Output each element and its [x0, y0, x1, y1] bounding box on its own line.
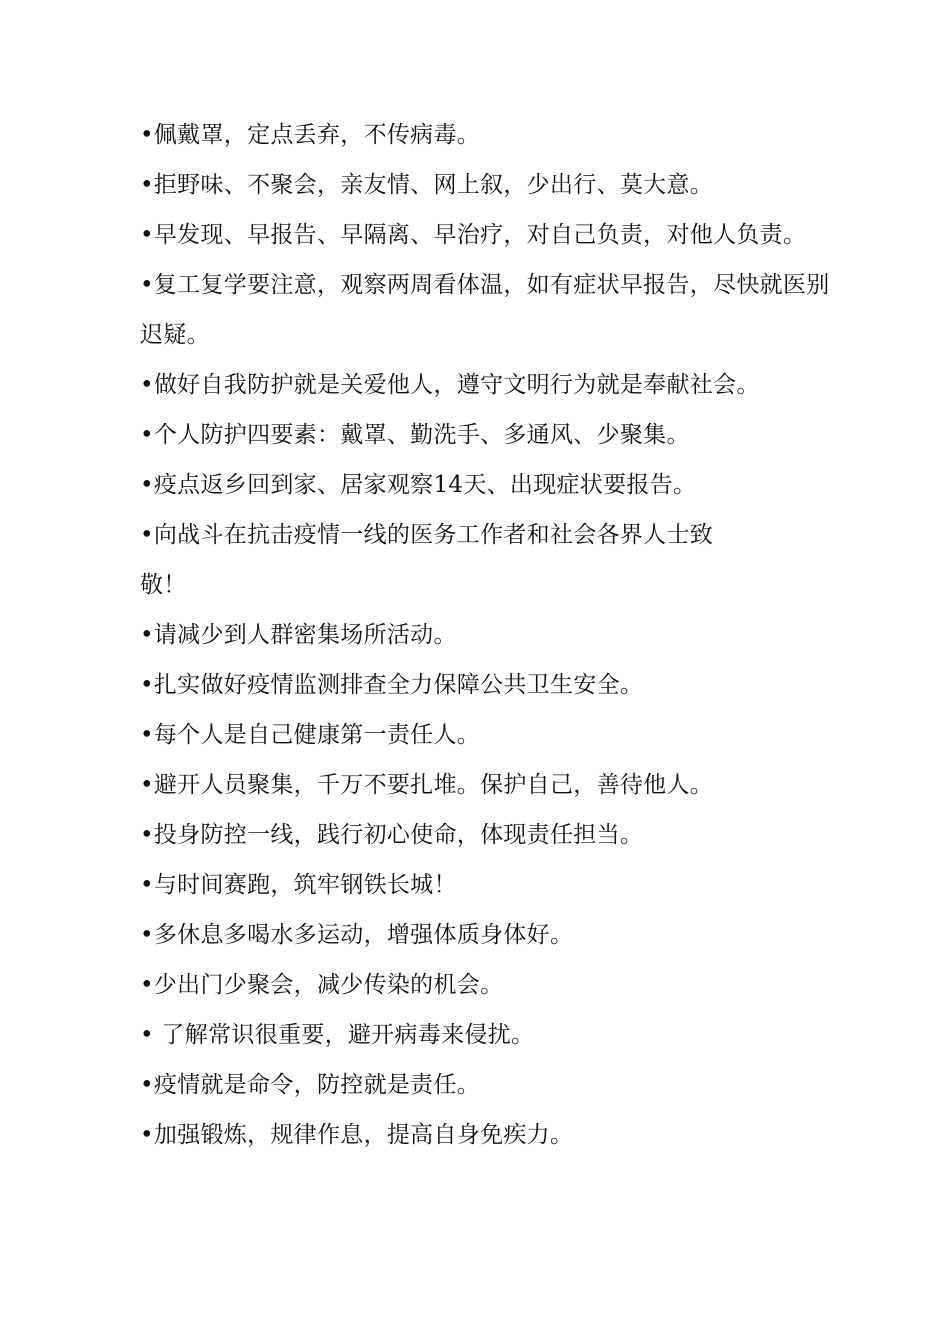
slogan-list	[140, 110, 830, 1160]
list-item: •向战斗在抗击疫情一线的医务工作者和社会各界人士致敬！	[140, 522, 714, 598]
list-item: •请减少到人群密集场所活动。	[140, 622, 457, 648]
list-item: •复工复学要注意，观察两周看体温，如有症状早报告，尽快就医别迟疑。	[140, 272, 830, 348]
list-item: •每个人是自己健康第一责任人。	[140, 722, 481, 748]
list-item: •个人防护四要素：戴罩、勤洗手、多通风、少聚集。	[140, 422, 690, 448]
list-item: •避开人员聚集，千万不要扎堆。保护自己，善待他人。	[140, 772, 714, 798]
list-item: •做好自我防护就是关爱他人，遵守文明行为就是奉献社会。	[140, 372, 760, 398]
list-item: •疫情就是命令，防控就是责任。	[140, 1072, 481, 1098]
list-item: •与时间赛跑，筑牢钢铁长城！	[140, 872, 457, 898]
list-item: •疫点返乡回到家、居家观察14天、出现症状要报告。	[140, 472, 697, 498]
list-item: •少出门少聚会，减少传染的机会。	[140, 972, 504, 998]
list-item: •扎实做好疫情监测排查全力保障公共卫生安全。	[140, 672, 644, 698]
list-item: • 了解常识很重要，避开病毒来侵扰。	[140, 1022, 535, 1048]
list-item: •加强锻炼，规律作息，提高自身免疾力。	[140, 1122, 574, 1148]
list-item: •投身防控一线，践行初心使命，体现责任担当。	[140, 822, 644, 848]
list-item: •佩戴罩，定点丢弃，不传病毒。	[140, 122, 481, 148]
list-item: •拒野味、不聚会，亲友情、网上叙，少出行、莫大意。	[140, 172, 714, 198]
list-item: •早发现、早报告、早隔离、早治疗，对自己负责，对他人负责。	[140, 222, 807, 248]
list-item: •多休息多喝水多运动，增强体质身体好。	[140, 922, 574, 948]
